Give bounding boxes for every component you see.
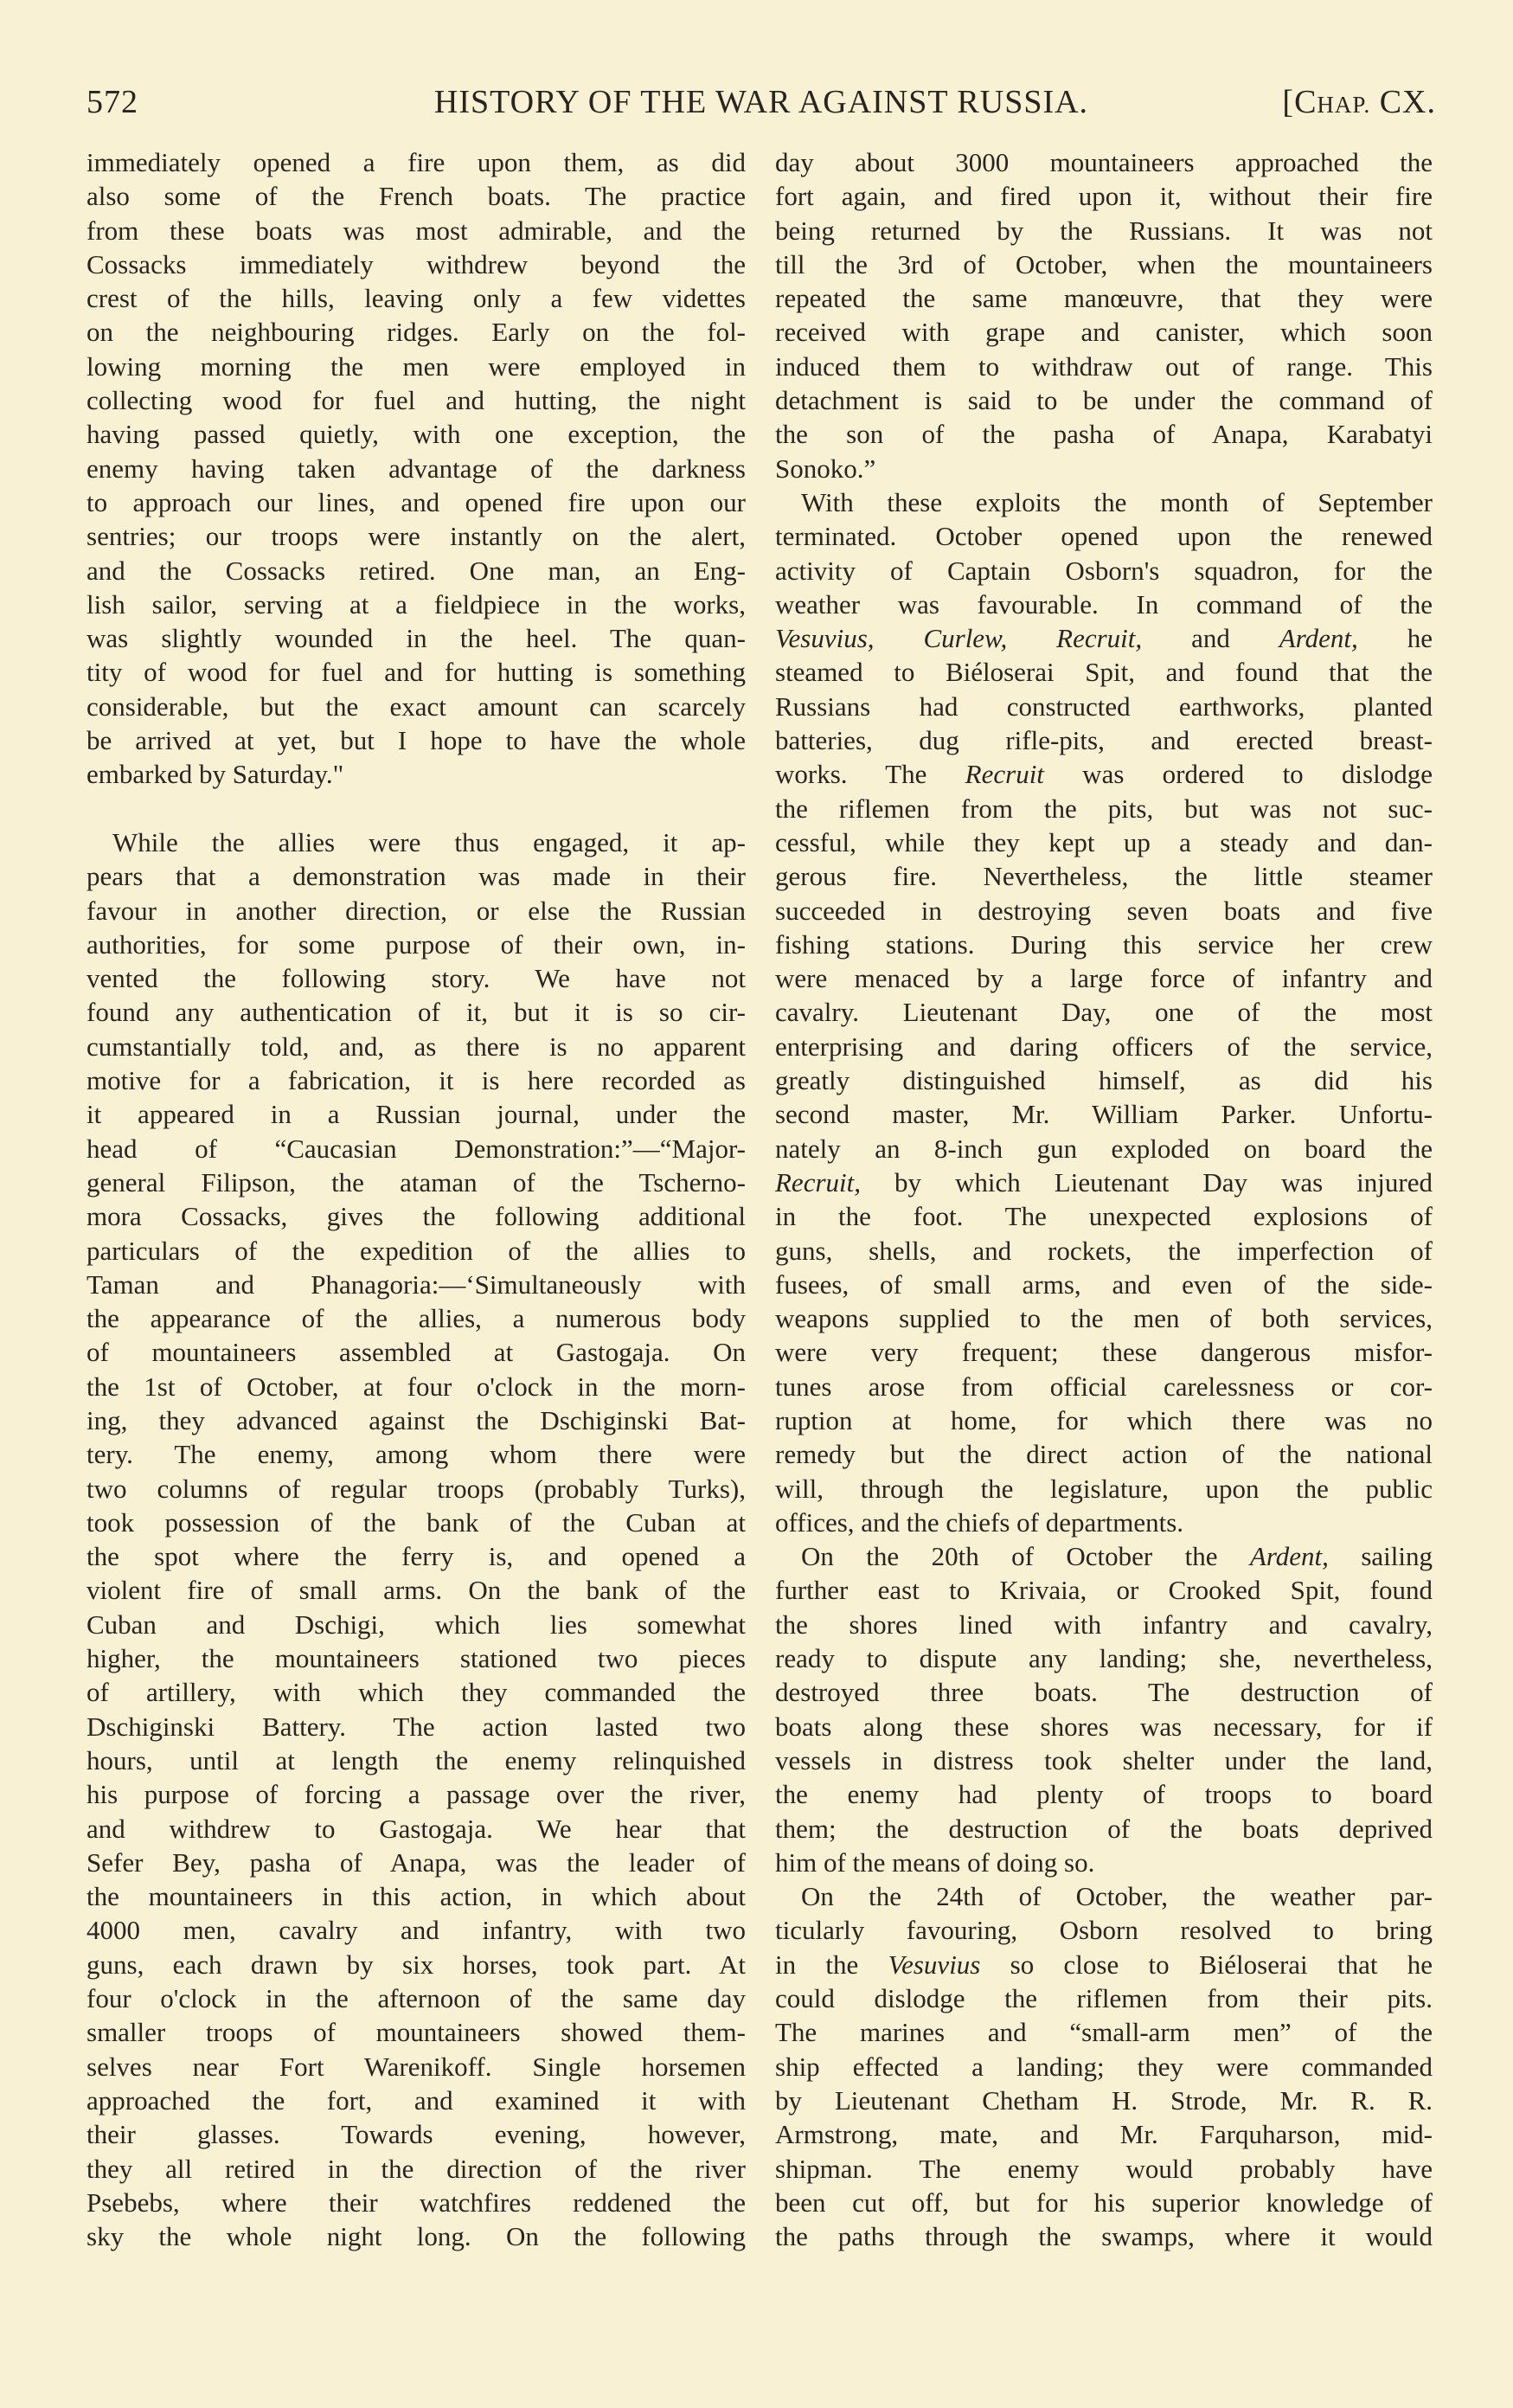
text-run: works. The bbox=[775, 759, 965, 790]
text-line: were menaced by a large force of infantry and bbox=[775, 963, 1433, 994]
text-line: the son of the pasha of Anapa, Karabatyi bbox=[775, 419, 1433, 450]
text-line: smaller troops of mountaineers showed them- bbox=[87, 2017, 746, 2048]
text-line: cavalry. Lieutenant Day, one of the most bbox=[775, 997, 1433, 1028]
text-line: in the foot. The unexpected explosions of bbox=[775, 1201, 1433, 1232]
text-line bbox=[775, 757, 1433, 791]
text-line: boats along these shores was necessary, for if bbox=[775, 1711, 1433, 1742]
page-number: 572 bbox=[87, 84, 138, 120]
text-line: weapons supplied to the men of both services, bbox=[775, 1303, 1433, 1334]
text-line: guns, shells, and rockets, the imperfection of bbox=[775, 1235, 1433, 1266]
text-line: by Lieutenant Chetham H. Strode, Mr. R. R. bbox=[775, 2084, 1433, 2116]
text-line bbox=[775, 1948, 1433, 1981]
text-run: he bbox=[1357, 623, 1433, 654]
text-run: and bbox=[1142, 623, 1279, 654]
text-run: was ordered to dislodge bbox=[1043, 759, 1433, 790]
chapter-prefix: [C bbox=[1282, 84, 1317, 120]
text-line: enterprising and daring officers of the service, bbox=[775, 1031, 1433, 1062]
ship-name: Ardent, bbox=[1249, 1541, 1329, 1572]
ship-name: Recruit bbox=[965, 759, 1044, 790]
text-line: lowing morning the men were employed in bbox=[87, 350, 746, 382]
text-line: was slightly wounded in the heel. The quan- bbox=[87, 623, 746, 654]
text-line: tery. The enemy, among whom there were bbox=[87, 1439, 746, 1470]
text-line: remedy but the direct action of the national bbox=[775, 1439, 1433, 1470]
running-title: HISTORY OF THE WAR AGAINST RUSSIA. bbox=[433, 84, 1089, 120]
text-line: Sonoko.” bbox=[775, 453, 876, 484]
text-line: and the Cossacks retired. One man, an Eng- bbox=[87, 555, 746, 586]
text-line: Russians had constructed earthworks, planted bbox=[775, 690, 1433, 722]
text-line: embarked by Saturday." bbox=[87, 759, 344, 790]
chapter-number: CX. bbox=[1370, 84, 1436, 120]
text-line: general Filipson, the ataman of the Tscherno- bbox=[87, 1166, 746, 1198]
left-column bbox=[87, 145, 746, 2253]
text-line: repeated the same manœuvre, that they were bbox=[775, 283, 1433, 314]
text-line: batteries, dug rifle-pits, and erected breast- bbox=[775, 725, 1433, 756]
text-line: vented the following story. We have not bbox=[87, 963, 746, 994]
text-line bbox=[775, 621, 1433, 655]
text-line: nately an 8-inch gun exploded on board the bbox=[775, 1133, 1433, 1164]
text-line: they all retired in the direction of the river bbox=[87, 2153, 746, 2184]
text-line: weather was favourable. In command of the bbox=[775, 588, 1433, 620]
paragraph bbox=[87, 825, 746, 2253]
text-line: the shores lined with infantry and cavalry, bbox=[775, 1609, 1433, 1640]
text-line: the appearance of the allies, a numerous body bbox=[87, 1303, 746, 1334]
running-header bbox=[87, 83, 1436, 132]
text-line: greatly distinguished himself, as did his bbox=[775, 1065, 1433, 1096]
text-line: immediately opened a fire upon them, as did bbox=[87, 147, 746, 177]
paragraph bbox=[775, 485, 1433, 1539]
text-line: Cuban and Dschigi, which lies somewhat bbox=[87, 1609, 746, 1640]
text-line: been cut off, but for his superior knowledge of bbox=[775, 2186, 1433, 2218]
text-line: With these exploits the month of September bbox=[801, 486, 1433, 517]
text-line: Sefer Bey, pasha of Anapa, was the leader of bbox=[87, 1846, 746, 1878]
text-line: the enemy had plenty of troops to board bbox=[775, 1779, 1433, 1810]
text-line: detachment is said to be under the command of bbox=[775, 385, 1433, 416]
text-line: collecting wood for fuel and hutting, the night bbox=[87, 385, 746, 416]
paragraph-gap bbox=[87, 792, 746, 825]
text-line: from these boats was most admirable, and the bbox=[87, 215, 746, 246]
text-line: two columns of regular troops (probably Turks), bbox=[87, 1473, 746, 1504]
text-run: so close to Biéloserai that he bbox=[980, 1949, 1433, 1980]
text-line: approached the fort, and examined it with bbox=[87, 2084, 746, 2116]
text-line: shipman. The enemy would probably have bbox=[775, 2153, 1433, 2184]
text-line: pears that a demonstration was made in their bbox=[87, 861, 746, 892]
text-line: The marines and “small-arm men” of the bbox=[775, 2017, 1433, 2048]
text-line: received with grape and canister, which soon bbox=[775, 317, 1433, 348]
text-line: lish sailor, serving at a fieldpiece in the works, bbox=[87, 588, 746, 620]
text-line: hours, until at length the enemy relinquished bbox=[87, 1744, 746, 1775]
text-line: Dschiginski Battery. The action lasted two bbox=[87, 1711, 746, 1742]
text-line: took possession of the bank of the Cuban at bbox=[87, 1506, 746, 1538]
text-line: steamed to Biéloserai Spit, and found that the bbox=[775, 657, 1433, 688]
text-line: having passed quietly, with one exception, the bbox=[87, 419, 746, 450]
text-line: were very frequent; these dangerous misfor- bbox=[775, 1337, 1433, 1368]
text-line: on the neighbouring ridges. Early on the fol- bbox=[87, 317, 746, 348]
text-line: violent fire of small arms. On the bank of the bbox=[87, 1575, 746, 1606]
ship-name: Recruit, bbox=[775, 1166, 861, 1198]
text-line: also some of the French boats. The practice bbox=[87, 181, 746, 212]
text-line: them; the destruction of the boats deprived bbox=[775, 1813, 1433, 1844]
text-line: could dislodge the riflemen from their pits. bbox=[775, 1983, 1433, 2014]
paragraph bbox=[87, 145, 746, 792]
text-line: gerous fire. Nevertheless, the little steamer bbox=[775, 861, 1433, 892]
text-line: terminated. October opened upon the renewed bbox=[775, 521, 1433, 552]
text-line bbox=[775, 1539, 1433, 1573]
right-column bbox=[775, 145, 1433, 2253]
text-line: sentries; our troops were instantly on the alert, bbox=[87, 521, 746, 552]
text-line: Psebebs, where their watchfires reddened the bbox=[87, 2186, 746, 2218]
text-line: favour in another direction, or else the Russian bbox=[87, 895, 746, 926]
text-line: motive for a fabrication, it is here recorded as bbox=[87, 1065, 746, 1096]
text-line: On the 24th of October, the weather par- bbox=[801, 1881, 1433, 1912]
text-line: the spot where the ferry is, and opened a bbox=[87, 1541, 746, 1572]
text-line: day about 3000 mountaineers approached the bbox=[775, 147, 1433, 177]
text-line: be arrived at yet, but I hope to have the whole bbox=[87, 725, 746, 756]
text-line: mora Cossacks, gives the following additional bbox=[87, 1201, 746, 1232]
text-line: head of “Caucasian Demonstration:”—“Major- bbox=[87, 1133, 746, 1164]
text-line: cumstantially told, and, as there is no apparent bbox=[87, 1031, 746, 1062]
text-run: in the bbox=[775, 1949, 888, 1980]
text-line: activity of Captain Osborn's squadron, for the bbox=[775, 555, 1433, 586]
text-line bbox=[775, 1165, 1433, 1199]
text-line: it appeared in a Russian journal, under the bbox=[87, 1099, 746, 1130]
text-line: found any authentication of it, but it is so cir- bbox=[87, 997, 746, 1028]
text-line: cessful, while they kept up a steady and dan- bbox=[775, 826, 1433, 857]
text-line: Armstrong, mate, and Mr. Farquharson, mid- bbox=[775, 2119, 1433, 2150]
text-line: further east to Krivaia, or Crooked Spit, found bbox=[775, 1575, 1433, 1606]
text-line: the paths through the swamps, where it would bbox=[775, 2221, 1433, 2252]
text-run: sailing bbox=[1328, 1541, 1433, 1572]
ship-name: Vesuvius, Curlew, Recruit, bbox=[775, 623, 1143, 654]
ship-name: Ardent, bbox=[1279, 623, 1358, 654]
text-line: ship effected a landing; they were commanded bbox=[775, 2051, 1433, 2082]
text-line: to approach our lines, and opened fire upon our bbox=[87, 486, 746, 517]
text-line: considerable, but the exact amount can scarcely bbox=[87, 690, 746, 722]
text-line: offices, and the chiefs of departments. bbox=[775, 1506, 1184, 1538]
text-line: tity of wood for fuel and for hutting is something bbox=[87, 657, 746, 688]
text-line: induced them to withdraw out of range. This bbox=[775, 350, 1433, 382]
text-line: him of the means of doing so. bbox=[775, 1846, 1095, 1878]
text-line: ready to dispute any landing; she, nevertheless, bbox=[775, 1643, 1433, 1674]
text-line: ruption at home, for which there was no bbox=[775, 1404, 1433, 1435]
text-line: the riflemen from the pits, but was not suc- bbox=[775, 793, 1433, 824]
text-line: four o'clock in the afternoon of the same day bbox=[87, 1983, 746, 2014]
text-line: guns, each drawn by six horses, took part. At bbox=[87, 1949, 746, 1980]
text-line: of artillery, with which they commanded the bbox=[87, 1677, 746, 1708]
text-line: ticularly favouring, Osborn resolved to bring bbox=[775, 1915, 1433, 1946]
text-line: sky the whole night long. On the following bbox=[87, 2221, 746, 2252]
paragraph bbox=[775, 1879, 1433, 2253]
text-line: While the allies were thus engaged, it ap- bbox=[112, 826, 746, 857]
text-line: the mountaineers in this action, in which about bbox=[87, 1881, 746, 1912]
ship-name: Vesuvius bbox=[888, 1949, 981, 1980]
text-line: authorities, for some purpose of their own, in- bbox=[87, 928, 746, 960]
text-line: selves near Fort Warenikoff. Single horsemen bbox=[87, 2051, 746, 2082]
text-line: being returned by the Russians. It was not bbox=[775, 215, 1433, 246]
text-line: and withdrew to Gastogaja. We hear that bbox=[87, 1813, 746, 1844]
text-line: tunes arose from official carelessness or cor- bbox=[775, 1371, 1433, 1402]
chapter-smallcaps: HAP. bbox=[1317, 92, 1371, 118]
text-line: fusees, of small arms, and even of the side- bbox=[775, 1268, 1433, 1300]
text-line: vessels in distress took shelter under the land, bbox=[775, 1744, 1433, 1775]
text-line: ing, they advanced against the Dschiginski Bat- bbox=[87, 1404, 746, 1435]
text-line: of mountaineers assembled at Gastogaja. On bbox=[87, 1337, 746, 1368]
text-line: Taman and Phanagoria:—‘Simultaneously with bbox=[87, 1268, 746, 1300]
text-line: will, through the legislature, upon the public bbox=[775, 1473, 1433, 1504]
text-line: second master, Mr. William Parker. Unfortu- bbox=[775, 1099, 1433, 1130]
text-line: 4000 men, cavalry and infantry, with two bbox=[87, 1915, 746, 1946]
text-line: enemy having taken advantage of the darkness bbox=[87, 453, 746, 484]
text-line: the 1st of October, at four o'clock in the morn- bbox=[87, 1371, 746, 1402]
text-line: fort again, and fired upon it, without their fire bbox=[775, 181, 1433, 212]
chapter-label bbox=[1282, 83, 1436, 121]
text-run: On the 20th of October the bbox=[801, 1541, 1250, 1572]
text-line: their glasses. Towards evening, however, bbox=[87, 2119, 746, 2150]
text-line: his purpose of forcing a passage over the river, bbox=[87, 1779, 746, 1810]
text-line: higher, the mountaineers stationed two pieces bbox=[87, 1643, 746, 1674]
text-line: particulars of the expedition of the allies to bbox=[87, 1235, 746, 1266]
text-line: Cossacks immediately withdrew beyond the bbox=[87, 248, 746, 279]
paragraph bbox=[775, 145, 1433, 485]
text-line: destroyed three boats. The destruction of bbox=[775, 1677, 1433, 1708]
text-line: fishing stations. During this service her crew bbox=[775, 928, 1433, 960]
text-line: succeeded in destroying seven boats and five bbox=[775, 895, 1433, 926]
text-line: till the 3rd of October, when the mountaineers bbox=[775, 248, 1433, 279]
text-line: crest of the hills, leaving only a few videttes bbox=[87, 283, 746, 314]
paragraph bbox=[775, 1539, 1433, 1879]
text-run: by which Lieutenant Day was injured bbox=[861, 1166, 1433, 1198]
